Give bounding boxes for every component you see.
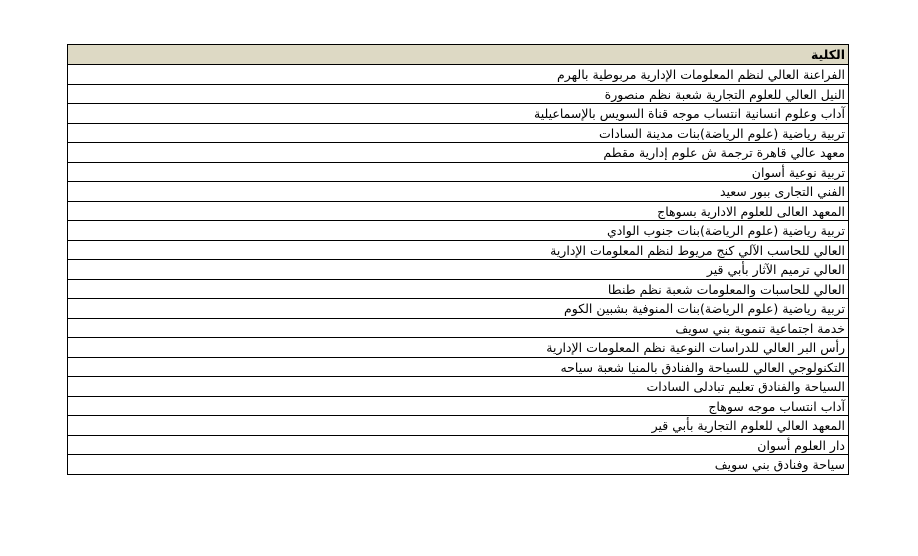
table-row[interactable]: الفراعنة العالي لنظم المعلومات الإدارية مربوطية بالهرم <box>68 65 848 85</box>
table-row[interactable]: تربية رياضية (علوم الرياضة)بنات جنوب الوادي <box>68 221 848 241</box>
table-row[interactable]: المعهد العالى للعلوم الادارية بسوهاج <box>68 202 848 222</box>
table-row[interactable]: تربية نوعية أسوان <box>68 163 848 183</box>
table-row[interactable]: آداب وعلوم انسانية انتساب موجه قناة السويس بالإسماعيلية <box>68 104 848 124</box>
table-row[interactable]: آداب انتساب موجه سوهاج <box>68 397 848 417</box>
table-row[interactable]: الفني التجارى ببور سعيد <box>68 182 848 202</box>
table-row[interactable]: العالي ترميم الآثار بأبي قير <box>68 260 848 280</box>
table-row[interactable]: خدمة اجتماعية تنموية بني سويف <box>68 319 848 339</box>
table-row[interactable]: العالي للحاسب الآلي كنج مريوط لنظم المعلومات الإدارية <box>68 241 848 261</box>
table-row[interactable]: تربية رياضية (علوم الرياضة)بنات المنوفية بشبين الكوم <box>68 299 848 319</box>
table-row[interactable]: معهد عالي قاهرة ترجمة ش علوم إدارية مقطم <box>68 143 848 163</box>
table-row[interactable]: المعهد العالي للعلوم التجارية بأبي قير <box>68 416 848 436</box>
table-row[interactable]: تربية رياضية (علوم الرياضة)بنات مدينة السادات <box>68 124 848 144</box>
table-body <box>68 65 848 475</box>
table-row[interactable]: النيل العالي للعلوم التجارية شعبة نظم منصورة <box>68 85 848 105</box>
table-row[interactable]: دار العلوم أسوان <box>68 436 848 456</box>
table-row[interactable]: سياحة وفنادق بني سويف <box>68 455 848 475</box>
spreadsheet-table <box>67 44 849 475</box>
table-row[interactable]: رأس البر العالي للدراسات النوعية نظم المعلومات الإدارية <box>68 338 848 358</box>
table-row[interactable]: التكنولوجي العالي للسياحة والفنادق بالمنيا شعبة سياحه <box>68 358 848 378</box>
table-row[interactable]: العالي للحاسبات والمعلومات شعبة نظم طنطا <box>68 280 848 300</box>
table-row[interactable]: السياحة والفنادق تعليم تبادلى السادات <box>68 377 848 397</box>
column-header-college[interactable]: الكلية <box>68 45 848 65</box>
